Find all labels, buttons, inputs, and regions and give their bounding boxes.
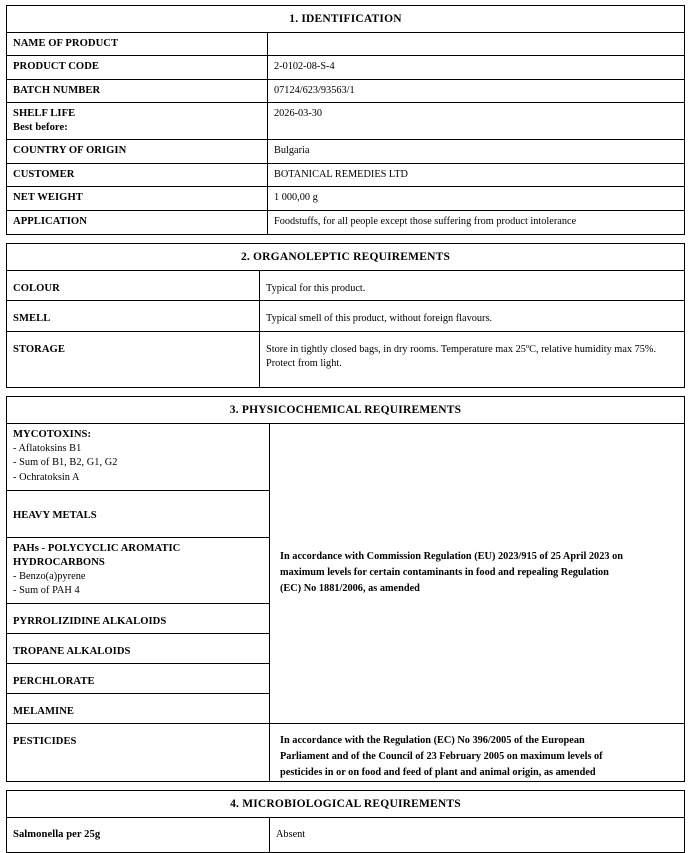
section-4-heading-row	[7, 790, 685, 817]
row-label-perchlorate	[7, 663, 270, 693]
table-row	[7, 210, 685, 234]
table-row	[7, 423, 685, 490]
row-value-net-weight: 1 000,00 g	[268, 187, 685, 211]
pyrrolizidine-alkaloids-title: PYRROLIZIDINE ALKALOIDS	[13, 615, 167, 627]
table-row	[7, 331, 685, 387]
mycotoxins-item-3: - Ochratoksin A	[13, 471, 80, 483]
pesticides-title: PESTICIDES	[13, 735, 77, 747]
row-value-batch-number: 07124/623/93563/1	[268, 79, 685, 103]
row-label-country-of-origin: COUNTRY OF ORIGIN	[7, 140, 268, 164]
shelf-life-label-line1: SHELF LIFE	[13, 108, 76, 120]
row-label-mycotoxins	[7, 423, 270, 490]
section-2-heading: 2. ORGANOLEPTIC REQUIREMENTS	[7, 243, 685, 270]
row-value-storage: Store in tightly closed bags, in dry rooms. Temperature max 25ºC, relative humidity max 75%. Protect from light.	[260, 331, 685, 387]
pahs-item-2: - Sum of PAH 4	[13, 585, 80, 597]
pahs-title-line1: PAHs - POLYCYCLIC AROMATIC	[13, 542, 181, 554]
row-label-smell: SMELL	[7, 301, 260, 332]
row-label-heavy-metals	[7, 490, 270, 537]
row-label-pyrrolizidine-alkaloids	[7, 603, 270, 633]
row-label-batch-number: BATCH NUMBER	[7, 79, 268, 103]
mycotoxins-item-1: - Aflatoksins B1	[13, 442, 82, 454]
salmonella-value: Absent	[276, 828, 306, 840]
row-label-pahs	[7, 537, 270, 603]
table-row	[7, 723, 685, 781]
row-label-storage: STORAGE	[7, 331, 260, 387]
row-value-product-code: 2-0102-08-S-4	[268, 55, 685, 79]
pesticides-regulation-cell	[270, 723, 685, 781]
table-row	[7, 187, 685, 211]
row-label-name-of-product: NAME OF PRODUCT	[7, 33, 268, 56]
pesticides-regulation-text: In accordance with the Regulation (EC) No 396/2005 of the European Parliament and of the Council of 23 February 2005 on maximum levels of pesticides in or on food and feed of plant and animal origin, as amended	[280, 734, 603, 778]
row-value-country-of-origin: Bulgaria	[268, 140, 685, 164]
section-spacer	[6, 388, 684, 396]
melamine-title: MELAMINE	[13, 705, 75, 717]
row-label-pesticides	[7, 723, 270, 781]
pahs-title-line2: HYDROCARBONS	[13, 556, 105, 568]
contaminants-regulation-cell	[270, 423, 685, 723]
section-4-microbiological-table	[6, 790, 685, 853]
mycotoxins-title: MYCOTOXINS:	[13, 428, 92, 440]
row-label-shelf-life	[7, 103, 268, 140]
table-row	[7, 33, 685, 56]
section-spacer	[6, 782, 684, 790]
row-value-application: Foodstuffs, for all people except those suffering from product intolerance	[268, 210, 685, 234]
mycotoxins-item-2: - Sum of B1, B2, G1, G2	[13, 457, 118, 469]
row-label-application: APPLICATION	[7, 210, 268, 234]
row-value-smell: Typical smell of this product, without foreign flavours.	[260, 301, 685, 332]
section-spacer	[6, 235, 684, 243]
shelf-life-label-line2: Best before:	[13, 122, 68, 134]
section-3-heading: 3. PHYSICOCHEMICAL REQUIREMENTS	[7, 396, 685, 423]
section-1-heading: 1. IDENTIFICATION	[7, 6, 685, 33]
table-row	[7, 163, 685, 187]
tropane-alkaloids-title: TROPANE ALKALOIDS	[13, 645, 131, 657]
section-1-heading-row	[7, 6, 685, 33]
row-label-customer: CUSTOMER	[7, 163, 268, 187]
section-2-organoleptic-table	[6, 243, 685, 388]
salmonella-label: Salmonella per 25g	[13, 828, 101, 840]
row-label-product-code: PRODUCT CODE	[7, 55, 268, 79]
row-label-net-weight: NET WEIGHT	[7, 187, 268, 211]
table-row	[7, 270, 685, 301]
section-3-physicochemical-table	[6, 396, 685, 782]
table-row	[7, 55, 685, 79]
row-value-customer: BOTANICAL REMEDIES LTD	[268, 163, 685, 187]
table-row	[7, 140, 685, 164]
section-3-heading-row	[7, 396, 685, 423]
heavy-metals-title: HEAVY METALS	[13, 509, 97, 521]
row-label-melamine	[7, 693, 270, 723]
row-value-shelf-life: 2026-03-30	[268, 103, 685, 140]
section-1-identification-table	[6, 5, 685, 235]
row-value-salmonella	[270, 817, 685, 852]
row-label-salmonella	[7, 817, 270, 852]
table-row	[7, 301, 685, 332]
row-label-colour: COLOUR	[7, 270, 260, 301]
row-value-colour: Typical for this product.	[260, 270, 685, 301]
row-label-tropane-alkaloids	[7, 633, 270, 663]
table-row	[7, 79, 685, 103]
row-value-name-of-product	[268, 33, 685, 56]
contaminants-regulation-text: In accordance with Commission Regulation (EU) 2023/915 of 25 April 2023 on maximum levels for certain contaminants in food and repealing Regulation (EC) No 1881/2006, as amended	[280, 551, 623, 595]
table-row	[7, 103, 685, 140]
section-2-heading-row	[7, 243, 685, 270]
section-4-heading: 4. MICROBIOLOGICAL REQUIREMENTS	[7, 790, 685, 817]
pahs-item-1: - Benzo(a)pyrene	[13, 570, 86, 582]
table-row	[7, 817, 685, 852]
perchlorate-title: PERCHLORATE	[13, 675, 95, 687]
